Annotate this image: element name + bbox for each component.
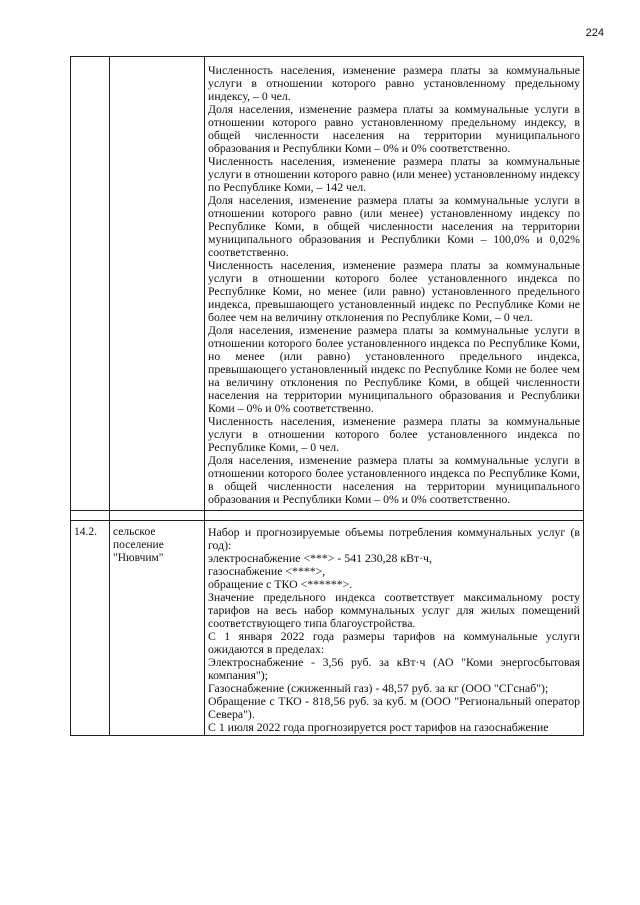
- table-row: [71, 521, 584, 736]
- spacer-row: [71, 511, 584, 521]
- paragraph: Численность населения, изменение размера платы за коммунальные услуги в отношении которого равно (или менее) установленному индексу по Республике Коми, – 142 чел.: [208, 154, 580, 194]
- paragraph: Обращение с ТКО - 818,56 руб. за куб. м (ООО "Региональный оператор Севера").: [208, 694, 580, 721]
- paragraph: Доля населения, изменение размера платы за коммунальные услуги в отношении которого более установленного индекса по Республике Коми, в общей численности населения на территории муниципального образования и Республики Коми – 0% и 0% соответственно.: [208, 453, 580, 506]
- paragraph: С 1 июля 2022 года прогнозируется рост тарифов на газоснабжение: [208, 720, 549, 734]
- document-table: [70, 56, 584, 736]
- row-number-cell: [71, 57, 110, 511]
- paragraph: Численность населения, изменение размера платы за коммунальные услуги в отношении которого более установленного индекса по Республике Коми, но менее (или равно) установленного предельного индекса, превышающего установленный индекс по Республике Коми не более чем на величину отклонения по Республике Коми, – 0 чел.: [208, 258, 580, 324]
- table-row: [71, 57, 584, 511]
- municipality-cell: сельское поселение "Нювчим": [110, 521, 205, 736]
- paragraph: обращение с ТКО <******>.: [208, 577, 353, 591]
- paragraph: газоснабжение <****>,: [208, 564, 326, 578]
- description-cell: [205, 521, 584, 736]
- paragraph: Набор и прогнозируемые объемы потребления коммунальных услуг (в год):: [208, 525, 580, 552]
- paragraph: Доля населения, изменение размера платы за коммунальные услуги в отношении которого более установленного индекса по Республике Коми, но менее (или равно) установленного предельного индекса, превышающего установленный индекс по Республике Коми не более чем на величину отклонения по Республике Коми, в общей численности населения на территории муниципального образования и Республики Коми – 0% и 0% соответственно.: [208, 323, 580, 415]
- paragraph: Газоснабжение (сжиженный газ) - 48,57 руб. за кг (ООО "СГснаб");: [208, 681, 549, 695]
- row-number-cell: 14.2.: [71, 521, 110, 736]
- paragraph: Численность населения, изменение размера платы за коммунальные услуги в отношении которого равно установленному предельному индексу, – 0 чел.: [208, 63, 580, 103]
- paragraph: Значение предельного индекса соответствует максимальному росту тарифов на весь набор коммунальных услуг для жилых помещений соответствующего типа благоустройства.: [208, 590, 580, 630]
- page-number: 224: [585, 27, 604, 39]
- paragraph: Доля населения, изменение размера платы за коммунальные услуги в отношении которого равно установленному предельному индексу, в общей численности населения на территории муниципального образования и Республики Коми – 0% и 0% соответственно.: [208, 102, 580, 155]
- paragraph: С 1 января 2022 года размеры тарифов на коммунальные услуги ожидаются в пределах:: [208, 629, 580, 656]
- municipality-cell: [110, 57, 205, 511]
- paragraph: электроснабжение <***> - 541 230,28 кВт·ч,: [208, 551, 432, 565]
- paragraph: Электроснабжение - 3,56 руб. за кВт·ч (АО "Коми энергосбытовая компания");: [208, 655, 580, 682]
- paragraph: Численность населения, изменение размера платы за коммунальные услуги в отношении которого более установленного индекса по Республике Коми, – 0 чел.: [208, 414, 580, 454]
- description-cell: [205, 57, 584, 511]
- paragraph: Доля населения, изменение размера платы за коммунальные услуги в отношении которого равно (или менее) установленному индексу по Республике Коми, в общей численности населения на территории муниципального образования и Республики Коми – 100,0% и 0,02% соответственно.: [208, 193, 580, 259]
